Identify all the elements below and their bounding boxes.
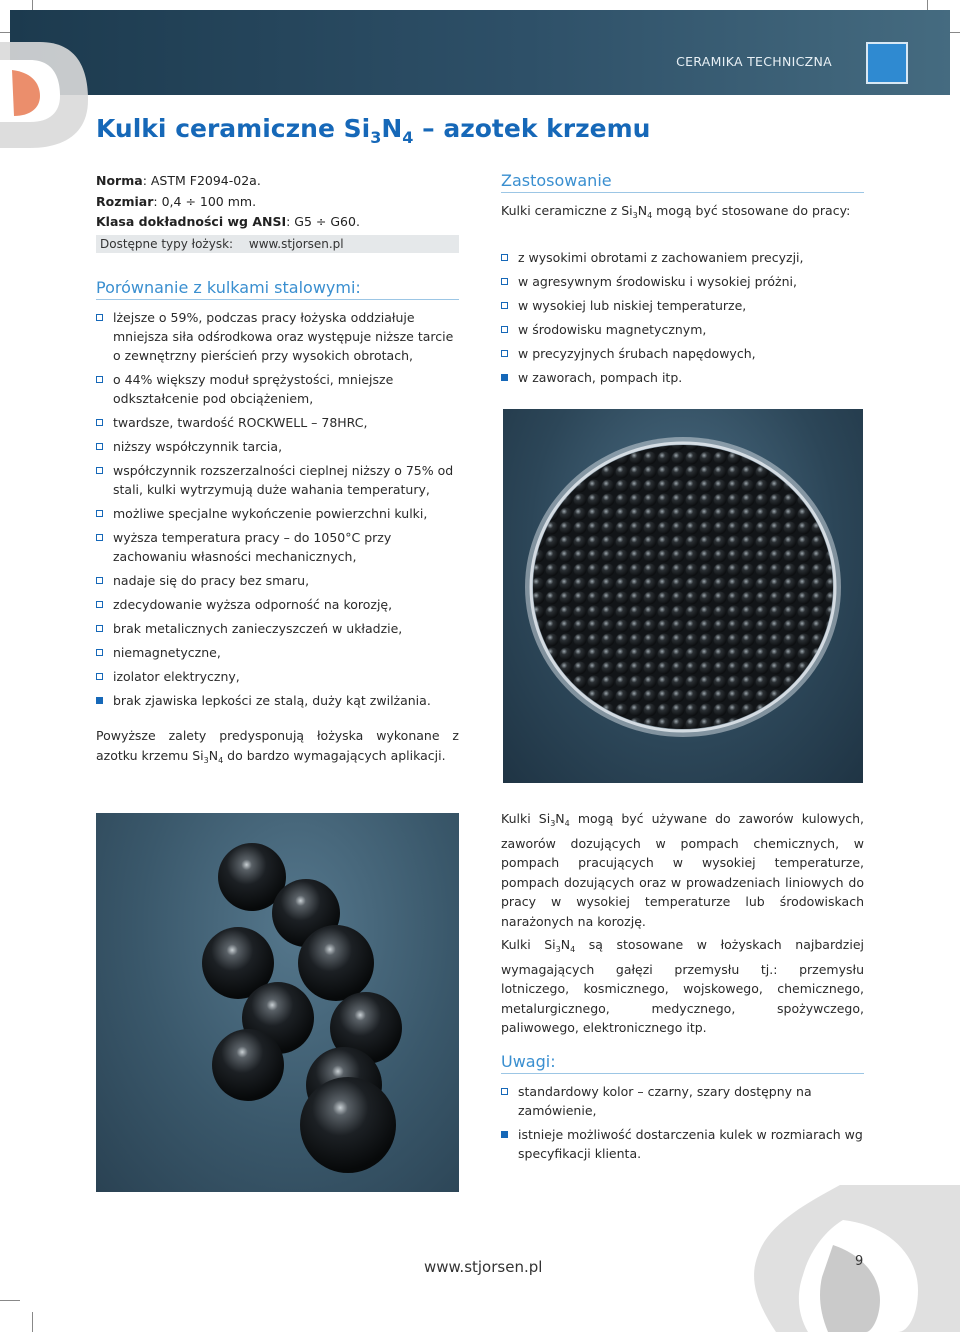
square-bullet-icon [96,314,103,321]
list-item: możliwe specjalne wykończenie powierzchni kulki, [96,504,459,523]
usage-list [501,248,864,392]
square-bullet-icon [501,278,508,285]
list-item: brak zjawiska lepkości ze stalą, duży kąt zwilżania. [96,691,459,710]
list-item: zdecydowanie wyższa odporność na korozję, [96,595,459,614]
square-bullet-icon [501,1088,508,1095]
list-item: niemagnetyczne, [96,643,459,662]
list-item: lżejsze o 59%, podczas pracy łożyska oddziałuje mniejsza siła odśrodkowa oraz występuje niższe tarcie o zewnętrzny pierścień przy wysokich obrotach, [96,308,459,365]
crop-mark [32,1312,33,1332]
header-accent-square [866,42,908,84]
list-item: niższy współczynnik tarcia, [96,437,459,456]
industries-paragraph: Kulki $Si_3N_4$ są stosowane w łożyskach najbardziej wymagających gałęzi przemysłu tj.: przemysłu lotniczego, kosmicznego, wojskowego, chemicznego, metalurgicznego, medycznego, spożywczego, paliwowego, elektronicznego itp. [501,937,864,1035]
list-item: wyższa temperatura pracy – do 1050°C przy zachowaniu własności mechanicznych, [96,528,459,566]
usage-intro: Kulki ceramiczne z $Si_3N_4$ mogą być stosowane do pracy: [501,203,851,220]
list-item: z wysokimi obrotami z zachowaniem precyzji, [501,248,864,267]
square-bullet-icon [96,419,103,426]
logo-watermark-icon [748,1185,960,1332]
page-number: 9 [855,1254,864,1269]
header-category: CERAMIKA TECHNICZNA [676,54,832,69]
list-item: twardsze, twardość ROCKWELL – 78HRC, [96,413,459,432]
list-item: istnieje możliwość dostarczenia kulek w rozmiarach wg specyfikacji klienta. [501,1125,864,1163]
crop-mark [0,1300,20,1301]
list-item: nadaje się do pracy bez smaru, [96,571,459,590]
valves-paragraph: Kulki $Si_3N_4$ mogą być używane do zaworów kulowych, zaworów dozujących w pompach chemicznych, w pompach pracujących w wysokiej temperaturze, pompach dozujących oraz w prowadzeniach liniowych do pracy w wysokiej temperaturze lub środowiskach narażonych na korozję. [501,811,864,929]
spec-rozmiar: Rozmiar: 0,4 ÷ 100 mm. [96,194,257,209]
square-bullet-icon [96,443,103,450]
spec-klasa: Klasa dokładności wg ANSI: G5 ÷ G60. [96,214,360,229]
square-bullet-filled-icon [96,697,103,704]
photo-loose-balls [96,813,459,1192]
square-bullet-icon [96,376,103,383]
list-item: w agresywnym środowisku i wysokiej próżni, [501,272,864,291]
notes-heading: Uwagi: [501,1052,864,1074]
header-bar [10,10,950,95]
notes-list [501,1082,864,1168]
photo-petri-dish-balls [503,409,863,783]
square-bullet-icon [96,467,103,474]
list-item: w wysokiej lub niskiej temperaturze, [501,296,864,315]
list-item: w precyzyjnych śrubach napędowych, [501,344,864,363]
bearing-types-label: Dostępne typy łożysk: [100,237,234,251]
square-bullet-icon [501,254,508,261]
list-item: w zaworach, pompach itp. [501,368,864,387]
bearing-types-bar [96,235,459,253]
list-item: izolator elektryczny, [96,667,459,686]
list-item: w środowisku magnetycznym, [501,320,864,339]
square-bullet-filled-icon [501,374,508,381]
usage-heading: Zastosowanie [501,171,864,193]
page-title: Kulki ceramiczne $Si_3N_4$ – azotek krzemu [96,114,651,147]
logo-watermark-icon [0,0,90,160]
square-bullet-icon [96,510,103,517]
comparison-heading: Porównanie z kulkami stalowymi: [96,278,459,300]
list-item: współczynnik rozszerzalności cieplnej niższy o 75% od stali, kulki wytrzymują duże wahania temperatury, [96,461,459,499]
spec-norma: Norma: ASTM F2094-02a. [96,173,261,188]
list-item: o 44% większy moduł sprężystości, mniejsze odkształcenie pod obciążeniem, [96,370,459,408]
square-bullet-icon [501,326,508,333]
square-bullet-icon [501,350,508,357]
square-bullet-icon [96,577,103,584]
square-bullet-icon [96,649,103,656]
bearing-types-link[interactable]: www.stjorsen.pl [248,237,344,251]
comparison-summary: Powyższe zalety predysponują łożyska wykonane z azotku krzemu $Si_3N_4$ do bardzo wymagających aplikacji. [96,728,459,765]
footer-url-link[interactable]: www.stjorsen.pl [424,1258,543,1276]
list-item: standardowy kolor – czarny, szary dostępny na zamówienie, [501,1082,864,1120]
square-bullet-filled-icon [501,1131,508,1138]
square-bullet-icon [96,534,103,541]
square-bullet-icon [96,625,103,632]
square-bullet-icon [96,601,103,608]
square-bullet-icon [501,302,508,309]
square-bullet-icon [96,673,103,680]
comparison-list [96,308,459,715]
list-item: brak metalicznych zanieczyszczeń w układzie, [96,619,459,638]
